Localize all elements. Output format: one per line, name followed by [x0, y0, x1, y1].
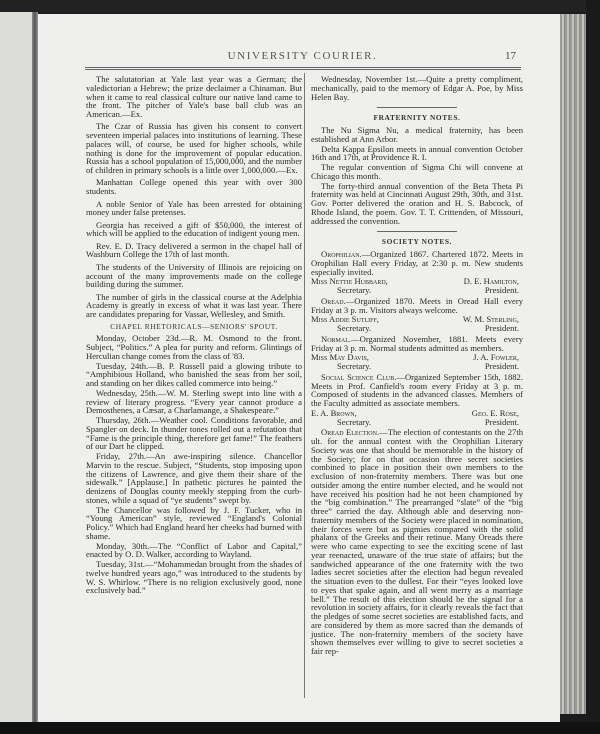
society-entry	[311, 335, 523, 371]
news-item: Rev. E. D. Tracy delivered a sermon in the chapel hall of Washburn College the 17th of last month.	[86, 240, 302, 260]
society-entry	[311, 250, 523, 295]
rhetorical-entry: Monday, October 23d.—R. M. Osmond to the front. Subject, “Politics.” A plea for purity and reform. Glintings of Herculian change comes from the class of '83.	[86, 333, 302, 361]
page-number: 17	[505, 50, 516, 62]
society-text: —Organized 1870. Meets in Oread Hall every Friday at 3 p. m. Visitors always welcome.	[311, 295, 523, 315]
rhetorical-entry: Thursday, 26th.—Weather cool. Conditions favorable, and Spangler on deck. In thunder tones rolled out a refutation that “Fame is the principle thing, therefore get fame!” The feathers of our Dart he clipped.	[86, 415, 302, 452]
president-title: President.	[484, 323, 519, 333]
header-rule	[85, 67, 521, 70]
secretary-title: Secretary.	[337, 285, 372, 295]
news-item: Manhattan College opened this year with over 300 students.	[86, 177, 302, 197]
running-header	[85, 50, 520, 64]
secretary-title: Secretary.	[337, 416, 372, 427]
news-item: The number of girls in the classical course at the Adelphia Academy is greatly in excess of what it was last year. There are candidates preparing for Vassar, Wellesley, and Smith.	[86, 291, 302, 320]
society-text: —Organized November, 1881. Meets every Friday at 3 p. m. Normal students admitted as members.	[311, 333, 523, 353]
president-title: President.	[484, 416, 519, 427]
section-heading: FRATERNITY NOTES.	[373, 113, 461, 123]
society-text: —Organized September 15th, 1882. Meets in Prof. Canfield's room every Friday at 3 p. m. Composed of students in the advanced classes. Members of the Faculty admitted as associate members.	[311, 371, 524, 408]
society-name: Orophilian.	[321, 249, 362, 259]
secretary-name: E. A. Brown,	[311, 407, 357, 418]
president-title: President.	[484, 285, 519, 295]
section-rule	[377, 107, 457, 108]
rhetorical-entry: Tuesday, 31st.—“Mohammedan brought from the shades of twelve hundred years ago,” was introduced to the students by W. S. Whirlow. “There is no religion exclusively good, none exclusively bad.”	[86, 559, 302, 596]
president-name: D. E. Hamilton,	[463, 276, 519, 287]
news-item: The students of the University of Illinois are rejoicing on account of the many improvements made on the college building during the summer.	[86, 261, 302, 290]
election-heading: Oread Election.	[321, 427, 380, 438]
section-rule	[377, 231, 457, 232]
fraternity-note: The Nu Sigma Nu, a medical fraternity, has been established at Ann Arbor.	[311, 125, 523, 144]
society-name: Social Science Club.	[321, 371, 397, 382]
secretary-name: Miss Addie Sutliff,	[311, 314, 379, 325]
section-heading: SOCIETY NOTES.	[381, 237, 453, 247]
scan-top-border	[0, 0, 600, 12]
news-item: The salutatorian at Yale last year was a German; the valedictorian a Hebrew; the prize declaimer a Chinaman. But when it came to real classical culture our native land came to the front. The pitcher of Yale's base ball club was an American.—Ex.	[86, 74, 302, 119]
scan-bottom-border	[0, 722, 600, 734]
election-report	[311, 428, 523, 656]
society-entry	[311, 373, 523, 427]
rhetorical-entry: Friday, 27th.—An awe-inspiring silence. Chancellor Marvin to the rescue. Subject, “Students, stop imposing upon the citizens of Lawrence, and give them their share of the sidewalk.” [Applause.] In pathetic pictures he painted the denizens of Douglas county meekly stepping from the curb-stones, while a squad of “ye students” swept by.	[86, 451, 302, 505]
rhetorical-entry: Wednesday, 25th.—W. M. Sterling swept into line with a review of literary progress. “Every year cannot produce a Demosthenes, a Cæsar, a Charlamange, a Shakespeare.”	[86, 387, 302, 416]
society-name: Normal.	[321, 333, 352, 344]
fraternity-note: The regular convention of Sigma Chi will convene at Chicago this month.	[311, 162, 523, 181]
secretary-name: Miss May Davis,	[311, 352, 369, 363]
president-name: W. M. Sterling,	[462, 314, 519, 325]
publication-title: UNIVERSITY COURIER.	[227, 50, 378, 62]
president-name: Geo. E. Rose,	[471, 407, 519, 418]
previous-page-edge	[0, 12, 33, 724]
society-text: —Organized 1867. Chartered 1872. Meets in Orophilian Hall every Friday, at 2:30 p. m. New students especially invited.	[311, 249, 523, 277]
column-divider	[304, 73, 305, 698]
election-text: —The election of contestants on the 27th ult. for the annual contest with the Orophilian Literary Society was one that should be memorable in the history of the Society; for on that occasion three secret societies combined to place in position their own members to the exclusion of non-fraternity members. There was but one outsider among the entire number elected, and he would not have received his position had he not been championed by the “big combination.” The prearranged “slate” of the “big three” carried the day. Although able and deserving non-fraternity members of the Society were placed in nomination, their forces were but as pigmies compared with the solid phalanx of the Greeks and their retinue. Many Oreads there were who came expecting to see the exciting scene of last year reenacted, unaware of the true state of affairs; but the sandwiched appearance of the one fraternity with the two ladies secret societies after the election had begun revealed the situation even to the dullest. For their “eyes looked love to eyes that spake again, and all went merry as a marriage bell.” The result of this election should be the signal for a revolution in society affairs, for it clearly reveals the fact that the pledges of some secret societies are established facts, and are considered by them as more sacred than the demands of justice. The non-fraternity members of the society have shown themselves ever willing to give to secret societies a fair rep-	[311, 427, 523, 656]
left-column	[86, 75, 302, 596]
news-item: The Czar of Russia has given his consent to convert seventeen imperial palaces into institutions of learning. These palaces will, of course, be used for higher schools, while nothing is done for the improvement of popular education. Russia has a school population of 15,000,000, and the number of children in primary schools is a little over 1,000,000.—Ex.	[86, 121, 302, 176]
society-name: Oread.	[321, 295, 346, 306]
rhetorical-entry: The Chancellor was followed by J. F. Tucker, who in “Young American” style, reviewed “England's Colonial Policy.” Which had England heard her cheeks had burned with shame.	[86, 504, 302, 541]
fraternity-note: The forty-third annual convention of the Beta Theta Pi fraternity was held at Cincinnati August 29th, 30th, and 31st. Gov. Porter delivered the oration and H. S. Babcock, of Rhode Island, the poem. Gov. T. T. Crittenden, of Missouri, addressed the convention.	[311, 180, 523, 226]
right-column	[311, 75, 523, 657]
rhetorical-entry: Monday, 30th.—The “Conflict of Labor and Capital,” enacted by O. D. Walker, according to Wayland.	[86, 540, 302, 560]
secretary-title: Secretary.	[337, 323, 372, 333]
secretary-title: Secretary.	[337, 361, 372, 371]
page-stack-edges	[560, 14, 586, 714]
president-name: J. A. Fowler,	[473, 352, 519, 363]
scan-right-border	[586, 0, 600, 734]
rhetorical-entry: Wednesday, November 1st.—Quite a pretty compliment, mechanically, paid to the memory of Edgar A. Poe, by Miss Helen Bay.	[311, 74, 523, 102]
news-item: Georgia has received a gift of $50,000, the interest of which will be applied to the education of indigent young men.	[86, 219, 302, 239]
secretary-name: Miss Nettie Hubbard,	[311, 276, 388, 287]
fraternity-note: Delta Kappa Epsilon meets in annual convention October 16th and 17th, at Providence R. I.	[311, 143, 523, 163]
rhetorical-entry: Tuesday, 24th.—B. P. Russell paid a glowing tribute to “Amphibious Holland, who banished the seas from her soil, and standing on her dikes called commerce into being.”	[86, 360, 302, 388]
section-heading: CHAPEL RHETORICALS—SENIORS' SPOUT.	[110, 321, 278, 331]
society-entry	[311, 297, 523, 333]
president-title: President.	[484, 361, 519, 371]
news-item: A noble Senior of Yale has been arrested for obtaining money under false pretenses.	[86, 198, 302, 218]
